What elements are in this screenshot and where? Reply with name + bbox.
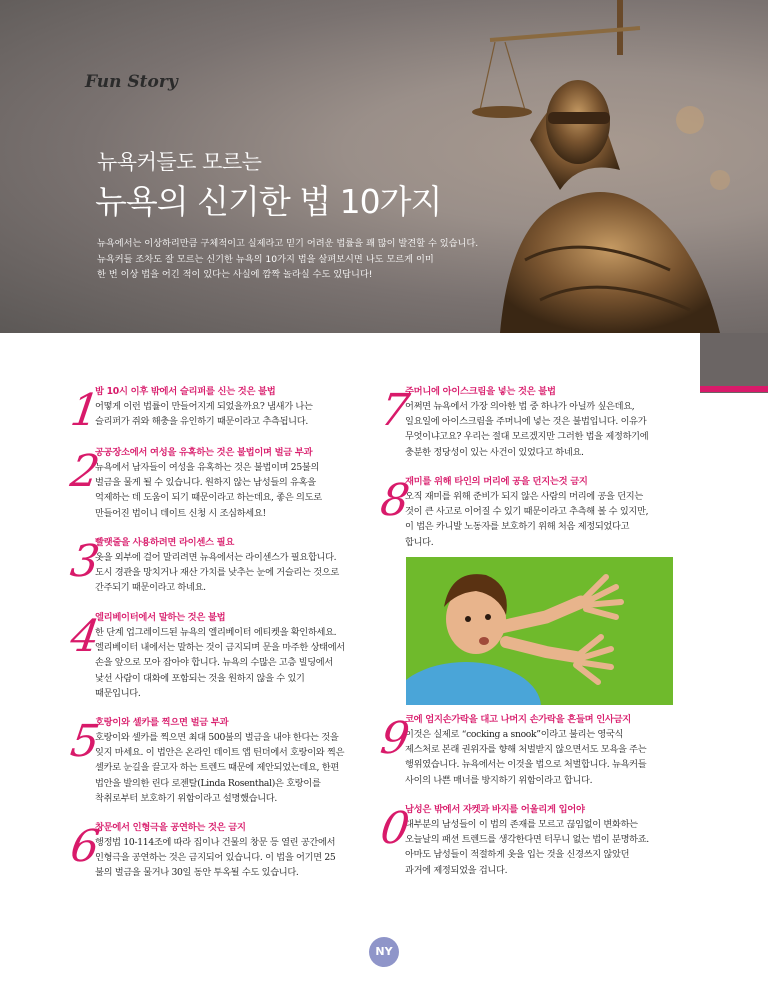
body-line: 호랑이와 셀카를 찍으면 최대 500불의 벌금을 내야 한다는 것을 [95, 732, 339, 743]
law-item-2 [67, 446, 381, 521]
body-line: 벌금을 물게 될 수 있습니다. 원하지 않는 남성들의 유혹을 [95, 477, 316, 489]
body-line: 합니다. [405, 536, 434, 548]
body-line: 뉴욕에서 남자들이 여성을 유혹하는 것은 불법이며 25불의 [95, 462, 320, 473]
body-line: 이 법은 카니발 노동자를 보호하기 위해 처음 제정되었다고 [405, 521, 630, 533]
item-body [95, 835, 381, 881]
page-badge: NY [369, 937, 399, 967]
item-heading: 주머니에 아이스크림을 넣는 것은 불법 [405, 386, 556, 397]
item-body [405, 727, 701, 788]
item-body [95, 550, 381, 596]
body-line: 슬리퍼가 쥐와 해충을 유인하기 때문이라고 추측됩니다. [95, 416, 308, 428]
law-item-3 [67, 536, 381, 596]
item-body [405, 399, 701, 460]
intro-line: 뉴욕에서는 이상하리만큼 구체적이고 실제라고 믿기 어려운 법률을 꽤 많이 발견할 수 있습니다. [97, 238, 479, 249]
item-number: 5 [67, 716, 103, 767]
body-line: 낯선 사람이 대화에 포함되는 것을 원하지 않을 수 있기 [95, 672, 305, 684]
body-line: 것이 큰 사고로 이어질 수 있기 때문이라고 추측해 볼 수 있지만, [405, 506, 649, 518]
body-line: 인형극을 공연하는 것은 금지되어 있습니다. 이 법을 어기면 25 [95, 852, 336, 864]
item-heading: 밤 10시 이후 밖에서 슬리퍼를 신는 것은 불법 [95, 386, 276, 397]
body-line: 법안을 발의한 린다 로젠탈(Linda Rosenthal)은 호랑이를 [95, 777, 321, 789]
body-line: 도시 경관을 망치거나 재산 가치를 낮추는 눈에 거슬리는 것으로 [95, 567, 339, 579]
item-number: 1 [67, 385, 103, 436]
body-line: 옷을 외부에 걸어 말리려면 뉴욕에서는 라이센스가 필요합니다. [95, 552, 337, 563]
item-heading: 남성은 밖에서 자켓과 바지를 어울리게 입어야 [405, 804, 585, 815]
item-body [95, 399, 381, 429]
item-number: 9 [377, 713, 413, 764]
item-heading: 코에 엄지손가락을 대고 나머지 손가락을 흔들며 인사금지 [405, 714, 631, 725]
body-line: 잊지 마세요. 이 법안은 온라인 데이트 앱 틴더에서 호랑이와 찍은 [95, 747, 345, 759]
boy-cocking-snook-photo [406, 557, 673, 705]
item-body [95, 625, 381, 701]
body-line: 만들어진 법이니 데이트 신청 시 조심하세요! [95, 507, 266, 519]
item-number: 3 [67, 536, 103, 587]
hero-tab [700, 333, 768, 393]
law-item-10 [377, 803, 701, 878]
body-line: 대부분의 남성들이 이 법의 존재를 모르고 끊임없이 변화하는 [405, 819, 638, 830]
body-line: 행위였습니다. 뉴욕에서는 이것을 법으로 처벌합니다. 뉴욕커들 [405, 759, 647, 771]
body-line: 행정법 10-114조에 따라 집이나 건물의 창문 등 열린 공간에서 [95, 837, 336, 848]
law-item-4 [67, 611, 381, 701]
body-line: 간주되기 때문이라고 하네요. [95, 582, 206, 594]
item-number: 6 [67, 821, 103, 872]
accent-bar [700, 386, 768, 392]
law-item-9 [377, 713, 701, 788]
body-line: 착취로부터 보호하기 위함이라고 설명했습니다. [95, 792, 277, 804]
body-line: 무엇이냐고요? 우리는 절대 모르겠지만 그러한 법을 제정하기에 [405, 431, 649, 443]
body-line: 어쩌면 뉴욕에서 가장 의아한 법 중 하나가 아닐까 싶은데요, [405, 401, 635, 412]
law-item-8 [377, 475, 701, 550]
item-heading: 공공장소에서 여성을 유혹하는 것은 불법이며 벌금 부과 [95, 447, 313, 458]
item-body [95, 730, 381, 806]
item-heading: 재미를 위해 타인의 머리에 공을 던지는것 금지 [405, 476, 588, 487]
item-heading: 창문에서 인형극을 공연하는 것은 금지 [95, 822, 246, 833]
law-item-6 [67, 821, 381, 881]
intro-line: 한 번 이상 법을 어긴 적이 있다는 사실에 깜짝 놀라실 수도 있답니다! [97, 269, 373, 280]
section-label: Fun Story [85, 72, 178, 92]
item-number: 4 [67, 611, 103, 662]
item-heading: 엘리베이터에서 말하는 것은 불법 [95, 612, 226, 623]
body-line: 이것은 실제로 “cocking a snook”이라고 불리는 영국식 [405, 729, 624, 740]
item-heading: 호랑이와 셀카를 찍으면 벌금 부과 [95, 717, 229, 728]
body-line: 제스처로 본래 권위자를 향해 처벌받지 않으면서도 모욕을 주는 [405, 744, 647, 756]
intro-text [97, 236, 517, 283]
intro-line: 뉴욕커들 조차도 잘 모르는 신기한 뉴욕의 10가지 법을 살펴보시면 나도 모르게 이미 [97, 253, 434, 265]
body-line: 불의 벌금을 물거나 30일 동안 투옥될 수도 있습니다. [95, 867, 299, 879]
body-line: 오늘날의 패션 트렌드를 생각한다면 터무니 없는 법이 분명하죠. [405, 834, 649, 846]
law-item-5 [67, 716, 381, 806]
item-number: 8 [377, 475, 413, 526]
body-line: 아마도 남성들이 적절하게 옷을 입는 것을 신경쓰지 않았던 [405, 849, 630, 861]
body-line: 일요일에 아이스크림을 주머니에 넣는 것은 불법입니다. 이유가 [405, 416, 647, 428]
body-line: 셀카로 눈길을 끌고자 하는 트렌드 때문에 제안되었는데요, 한편 [95, 762, 339, 774]
item-body [405, 817, 701, 878]
item-body [95, 460, 381, 521]
title-line-1: 뉴욕커들도 모르는 [97, 150, 262, 174]
law-item-7 [377, 385, 701, 460]
body-line: 때문입니다. [95, 687, 141, 699]
item-number: 0 [377, 803, 413, 854]
body-line: 손을 앞으로 모아 잡아야 합니다. 뉴욕의 수많은 고층 빌딩에서 [95, 657, 333, 669]
body-line: 어떻게 이런 법률이 만들어지게 되었을까요? 냄새가 나는 [95, 401, 313, 412]
body-line: 과거에 제정되었을 겁니다. [405, 864, 508, 876]
body-line: 엘리베이터 내에서는 말하는 것이 금지되며 문을 마주한 상태에서 [95, 642, 345, 654]
page-title: 뉴욕의 신기한 법 10가지 [95, 182, 442, 221]
body-line: 오직 재미를 위해 준비가 되지 않은 사람의 머리에 공을 던지는 [405, 491, 643, 502]
law-item-1 [67, 385, 381, 436]
item-heading: 빨랫줄을 사용하려면 라이센스 필요 [95, 537, 235, 548]
item-body [405, 489, 701, 550]
body-line: 한 단계 업그레이드된 뉴욕의 엘리베이터 에티켓을 확인하세요. [95, 627, 337, 638]
lady-justice-statue-image [470, 0, 768, 333]
body-line: 충분한 정당성이 있는 사건이 있었다고 하네요. [405, 446, 584, 458]
body-line: 억제하는 데 도움이 되기 때문이라고 하는데요, 좋은 의도로 [95, 492, 322, 504]
body-line: 사이의 나쁜 매너를 방지하기 위함이라고 합니다. [405, 774, 593, 786]
item-number: 7 [377, 385, 413, 436]
item-number: 2 [67, 446, 103, 497]
